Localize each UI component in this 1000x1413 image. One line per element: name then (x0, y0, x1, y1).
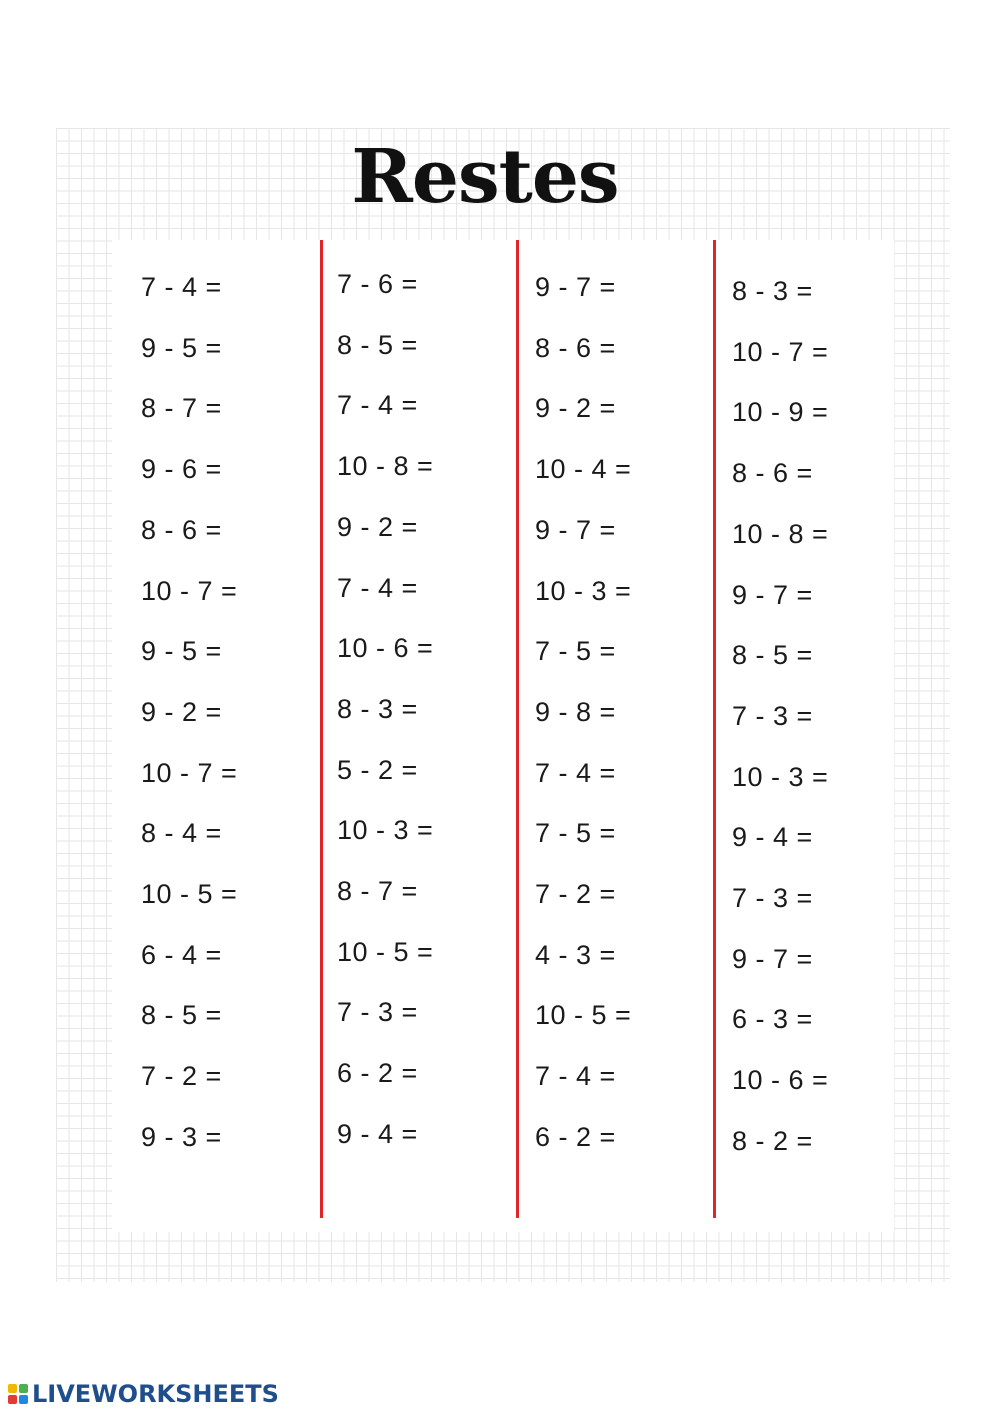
subtraction-problem: 10 - 5 = (337, 936, 434, 967)
subtraction-problem: 7 - 5 = (535, 636, 616, 667)
subtraction-problem: 10 - 3 = (535, 575, 632, 606)
subtraction-problem: 9 - 4 = (732, 822, 813, 853)
subtraction-problem: 8 - 7 = (141, 393, 222, 424)
subtraction-problem: 5 - 2 = (337, 754, 418, 785)
subtraction-problem: 10 - 7 = (141, 757, 238, 788)
subtraction-problem: 7 - 4 = (535, 1061, 616, 1092)
subtraction-problem: 10 - 9 = (732, 397, 829, 428)
subtraction-problem: 4 - 3 = (535, 939, 616, 970)
subtraction-problem: 7 - 3 = (732, 700, 813, 731)
liveworksheets-logo-icon (8, 1384, 28, 1404)
subtraction-problem: 8 - 5 = (732, 640, 813, 671)
subtraction-problem: 9 - 2 = (337, 511, 418, 542)
subtraction-problem: 9 - 7 = (535, 272, 616, 302)
subtraction-problem: 7 - 6 = (337, 269, 418, 299)
subtraction-problem: 9 - 4 = (337, 1118, 418, 1149)
subtraction-problem: 10 - 7 = (141, 575, 238, 606)
subtraction-problem: 10 - 8 = (337, 451, 434, 482)
subtraction-problem: 10 - 5 = (141, 879, 238, 909)
subtraction-problem: 6 - 4 = (141, 939, 222, 970)
subtraction-problem: 10 - 6 = (732, 1065, 829, 1096)
subtraction-problem: 7 - 5 = (535, 818, 616, 849)
subtraction-problem: 9 - 5 = (141, 636, 222, 667)
subtraction-problem: 6 - 2 = (337, 1058, 418, 1089)
subtraction-problem: 8 - 2 = (732, 1125, 813, 1156)
subtraction-problem: 8 - 7 = (337, 876, 418, 906)
subtraction-problem: 8 - 6 = (535, 332, 616, 363)
subtraction-problem: 8 - 6 = (732, 458, 813, 489)
subtraction-problem: 9 - 7 = (535, 514, 616, 545)
subtraction-problem: 10 - 6 = (337, 633, 434, 664)
subtraction-problem: 8 - 3 = (337, 693, 418, 724)
subtraction-problem: 8 - 6 = (141, 514, 222, 545)
subtraction-problem: 7 - 4 = (141, 272, 222, 302)
subtraction-problem: 7 - 3 = (732, 883, 813, 913)
subtraction-problem: 10 - 7 = (732, 336, 829, 367)
column-divider-1 (320, 240, 323, 1218)
subtraction-problem: 8 - 3 = (732, 276, 813, 306)
column-divider-3 (713, 240, 716, 1218)
subtraction-problem: 8 - 4 = (141, 818, 222, 849)
subtraction-problem: 9 - 3 = (141, 1121, 222, 1152)
subtraction-problem: 7 - 4 = (337, 390, 418, 421)
liveworksheets-footer[interactable] (8, 1378, 279, 1410)
subtraction-problem: 9 - 6 = (141, 454, 222, 485)
subtraction-problem: 9 - 2 = (535, 393, 616, 424)
subtraction-problem: 8 - 5 = (141, 1000, 222, 1031)
subtraction-problem: 9 - 8 = (535, 696, 616, 727)
subtraction-problem: 7 - 2 = (141, 1061, 222, 1092)
subtraction-problem: 8 - 5 = (337, 329, 418, 360)
subtraction-problem: 7 - 4 = (535, 757, 616, 788)
subtraction-problem: 10 - 4 = (535, 454, 632, 485)
subtraction-problem: 7 - 4 = (337, 572, 418, 603)
column-divider-2 (516, 240, 519, 1218)
subtraction-problem: 9 - 7 = (732, 579, 813, 610)
subtraction-problem: 9 - 2 = (141, 696, 222, 727)
subtraction-problem: 6 - 2 = (535, 1121, 616, 1152)
subtraction-problem: 10 - 3 = (732, 761, 829, 792)
subtraction-problem: 9 - 5 = (141, 332, 222, 363)
subtraction-problem: 7 - 3 = (337, 997, 418, 1028)
worksheet-title: Restes (351, 134, 619, 220)
subtraction-problem: 6 - 3 = (732, 1004, 813, 1035)
subtraction-problem: 7 - 2 = (535, 879, 616, 909)
subtraction-problem: 10 - 5 = (535, 1000, 632, 1031)
footer-brand-text: LIVEWORKSHEETS (32, 1380, 279, 1408)
subtraction-problem: 9 - 7 = (732, 943, 813, 974)
subtraction-problem: 10 - 8 = (732, 518, 829, 549)
subtraction-problem: 10 - 3 = (337, 815, 434, 846)
